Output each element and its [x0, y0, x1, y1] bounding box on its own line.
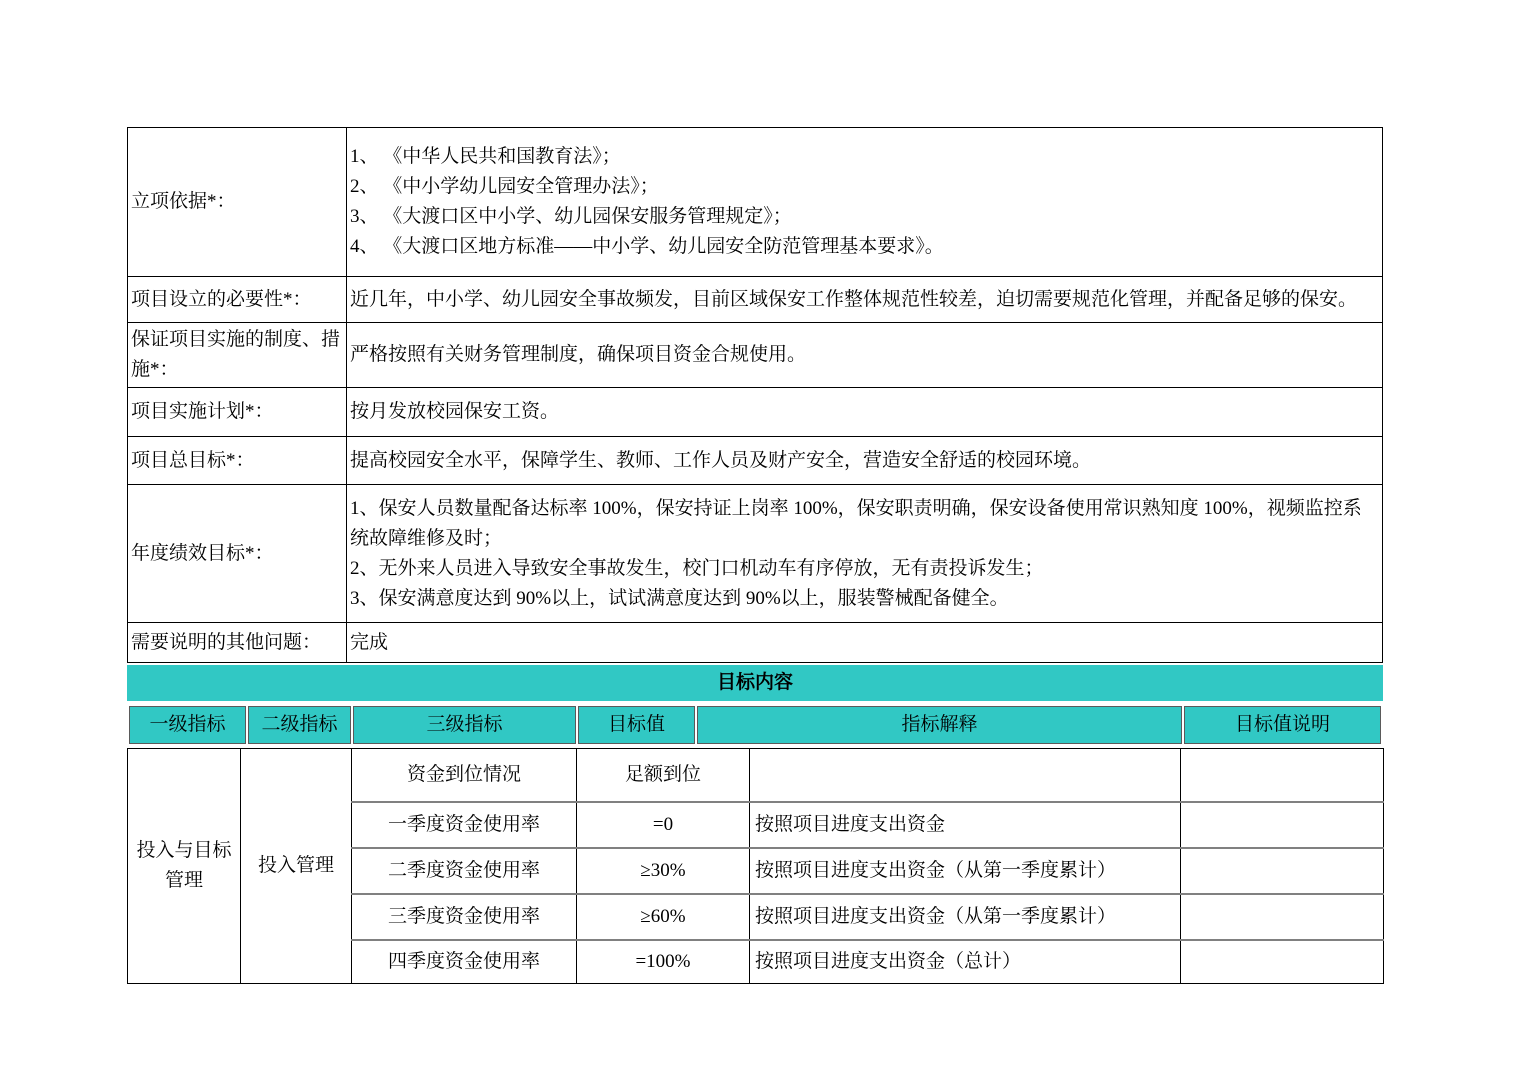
header-level3: 三级指标	[353, 706, 576, 744]
form-row-value	[347, 485, 1383, 623]
cell-note	[1181, 894, 1384, 940]
header-indicator-explanation: 指标解释	[697, 706, 1182, 744]
form-row-label: 保证项目实施的制度、措施*：	[128, 323, 347, 388]
cell-level1-indicator	[128, 749, 241, 984]
header-level2: 二级指标	[248, 706, 351, 744]
cell-note	[1181, 940, 1384, 984]
performance-goal-document	[127, 127, 1383, 984]
cell-target: ≥30%	[577, 848, 750, 894]
header-target-note: 目标值说明	[1184, 706, 1381, 744]
cell-explanation: 按照项目进度支出资金（总计）	[750, 940, 1181, 984]
form-row-overall-goal	[128, 437, 1383, 485]
cell-explanation: 按照项目进度支出资金（从第一季度累计）	[750, 894, 1181, 940]
goal-table-body	[127, 748, 1384, 984]
cell-note	[1181, 848, 1384, 894]
form-row-value	[347, 388, 1383, 437]
cell-target: =100%	[577, 940, 750, 984]
form-row-value	[347, 437, 1383, 485]
form-row-label: 立项依据*：	[128, 128, 347, 277]
value-line: 4、 《大渡口区地方标准——中小学、幼儿园安全防范管理基本要求》。	[350, 236, 944, 257]
cell-target: =0	[577, 802, 750, 848]
cell-indicator: 一季度资金使用率	[352, 802, 577, 848]
form-row-label: 项目设立的必要性*：	[128, 277, 347, 323]
table-row	[128, 749, 1384, 803]
value-line: 2、无外来人员进入导致安全事故发生，校门口机动车有序停放，无有责投诉发生；	[350, 557, 1044, 579]
cell-indicator: 四季度资金使用率	[352, 940, 577, 984]
goal-table-header	[127, 704, 1383, 746]
form-row-other-issues	[128, 623, 1383, 663]
cell-level2-indicator: 投入管理	[241, 749, 352, 984]
form-row-label: 项目实施计划*：	[128, 388, 347, 437]
form-row-plan	[128, 388, 1383, 437]
cell-indicator: 二季度资金使用率	[352, 848, 577, 894]
level1-text: 投入与目标管理	[136, 840, 232, 891]
header-target-value: 目标值	[578, 706, 695, 744]
cell-explanation: 按照项目进度支出资金（从第一季度累计）	[750, 848, 1181, 894]
value-line: 3、 《大渡口区中小学、幼儿园保安服务管理规定》；	[350, 206, 792, 227]
form-row-measures	[128, 323, 1383, 388]
value-line: 2、 《中小学幼儿园安全管理办法》；	[350, 176, 659, 197]
cell-indicator: 资金到位情况	[352, 749, 577, 803]
cell-indicator: 三季度资金使用率	[352, 894, 577, 940]
goal-section-title: 目标内容	[127, 665, 1383, 701]
value-line: 1、 《中华人民共和国教育法》；	[350, 146, 621, 167]
value-line: 提高校园安全水平，保障学生、教师、工作人员及财产安全，营造安全舒适的校园环境。	[350, 449, 1092, 471]
value-line: 近几年，中小学、幼儿园安全事故频发，目前区域保安工作整体规范性较差，迫切需要规范化管理，并配备足够的保安。	[350, 288, 1358, 310]
cell-target: ≥60%	[577, 894, 750, 940]
cell-note	[1181, 749, 1384, 803]
cell-note	[1181, 802, 1384, 848]
value-line: 1、保安人员数量配备达标率 100%，保安持证上岗率 100%，保安职责明确，保安设备使用常识熟知度 100%，视频监控系统故障维修及时；	[350, 497, 1362, 549]
form-row-value	[347, 128, 1383, 277]
form-row-value	[347, 623, 1383, 663]
cell-explanation: 按照项目进度支出资金	[750, 802, 1181, 848]
cell-explanation	[750, 749, 1181, 803]
form-row-value	[347, 323, 1383, 388]
form-row-necessity	[128, 277, 1383, 323]
value-line: 完成	[350, 631, 389, 653]
value-line: 按月发放校园保安工资。	[350, 401, 560, 422]
form-row-label: 项目总目标*：	[128, 437, 347, 485]
project-info-table	[127, 127, 1383, 663]
form-row-lixiangyiju	[128, 128, 1383, 277]
form-row-label: 需要说明的其他问题：	[128, 623, 347, 663]
value-line: 3、保安满意度达到 90%以上，试试满意度达到 90%以上，服装警械配备健全。	[350, 587, 1009, 609]
cell-target: 足额到位	[577, 749, 750, 803]
form-row-annual-goal	[128, 485, 1383, 623]
header-row	[129, 706, 1381, 744]
header-level1: 一级指标	[129, 706, 246, 744]
form-row-value	[347, 277, 1383, 323]
form-row-label: 年度绩效目标*：	[128, 485, 347, 623]
value-line: 严格按照有关财务管理制度，确保项目资金合规使用。	[350, 344, 807, 365]
